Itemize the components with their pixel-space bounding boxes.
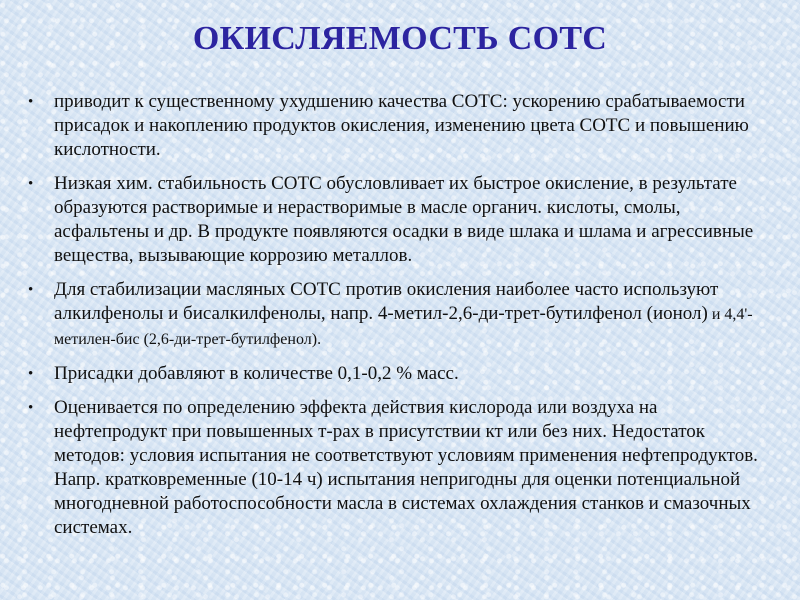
bullet-icon: • — [28, 400, 34, 416]
bullet-item — [26, 396, 774, 540]
bullet-icon: • — [28, 94, 34, 110]
bullet-text: приводит к существенному ухудшению качества СОТС: ускорению срабатываемости присадок и накоплению продуктов окисления, изменению цвета СОТС и повышению кислотности. — [54, 91, 749, 160]
bullet-icon: • — [28, 366, 34, 382]
bullet-icon: • — [28, 282, 34, 298]
bullet-text: Низкая хим. стабильность СОТС обусловливает их быстрое окисление, в результате образуются растворимые и нерастворимые в масле органич. кислоты, смолы, асфальтены и др. В продукте появляются осадки в виде шлака и шлама и агрессивные вещества, вызывающие коррозию металлов. — [54, 173, 754, 266]
bullet-item — [26, 278, 774, 352]
bullet-text: Для стабилизации масляных СОТС против окисления наиболее часто используют алкилфенолы и бисалкилфенолы, напр. 4-метил-2,6-ди-трет-бутилфенол (ионол) — [54, 279, 719, 324]
bullet-text-small: и 4,4'-метилен-бис (2,6-ди-трет-бутилфенол). — [54, 306, 753, 348]
bullet-icon: • — [28, 176, 34, 192]
bullet-text: Оценивается по определению эффекта действия кислорода или воздуха на нефтепродукт при повышенных т-рах в присутствии кт или без них. Недостаток методов: условия испытания не соответствуют условиям применения нефтепродуктов. Напр. кратковременные (10-14 ч) испытания непригодны для оценки потенциальной многодневной работоспособности масла в системах охлаждения станков и смазочных системах. — [54, 397, 758, 538]
bullet-list — [26, 90, 774, 550]
slide-title: ОКИСЛЯЕМОСТЬ СОТС — [192, 20, 608, 57]
bullet-text: Присадки добавляют в количестве 0,1-0,2 % масс. — [54, 363, 459, 384]
bullet-item — [26, 362, 774, 386]
bullet-item — [26, 172, 774, 268]
bullet-item — [26, 90, 774, 162]
